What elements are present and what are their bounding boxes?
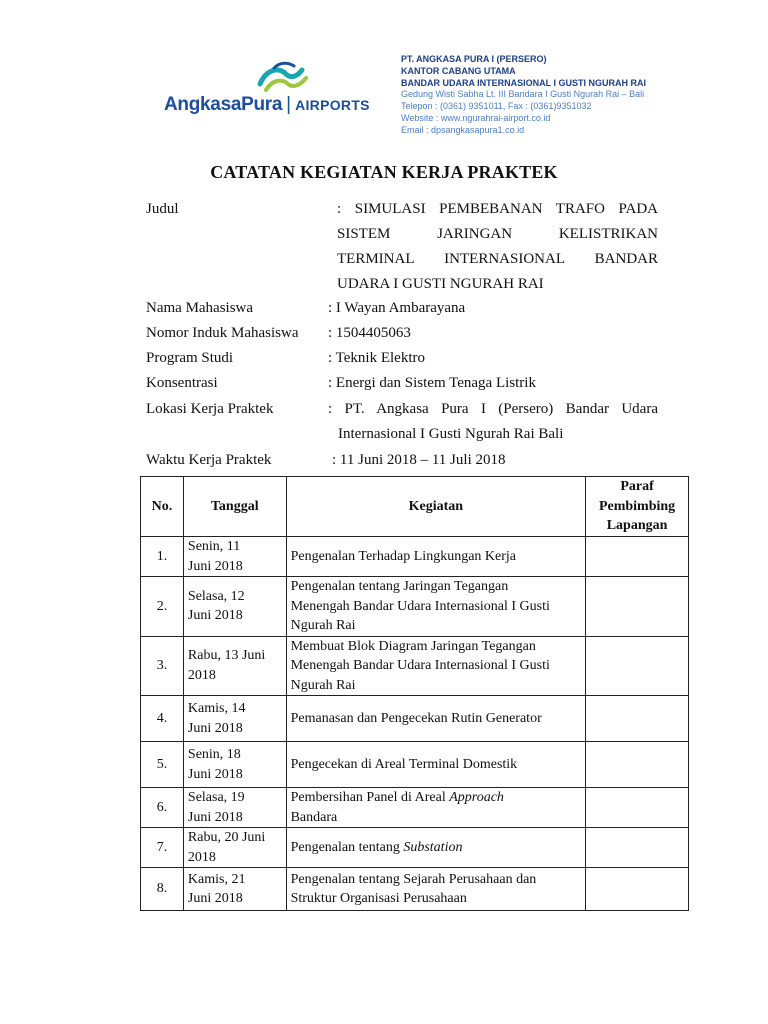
konsentrasi-label: Konsentrasi [146, 375, 218, 391]
row-date-line: Juni 2018 [187, 608, 243, 624]
row-date-line: Juni 2018 [187, 766, 243, 782]
prodi-label: Program Studi [146, 350, 234, 366]
row-activity [286, 537, 586, 577]
header-tanggal: Tanggal [183, 477, 286, 537]
nim-value: : 1504405063 [328, 325, 411, 341]
row-date-line: Rabu, 20 Juni [187, 830, 266, 845]
row-activity [286, 742, 586, 788]
logo-airports-text: AIRPORTS [295, 97, 370, 113]
row-date [183, 742, 286, 788]
header-paraf [586, 477, 689, 537]
row-date-line: Selasa, 19 [187, 790, 245, 805]
row-date-line: Selasa, 12 [187, 588, 245, 604]
waktu-value: : 11 Juni 2018 – 11 Juli 2018 [332, 452, 506, 468]
row-date [183, 636, 286, 696]
row-date-line: Juni 2018 [187, 891, 243, 906]
row-date-line: Rabu, 13 Juni [187, 648, 266, 664]
company-address-block [401, 54, 731, 137]
row-date-line: 2018 [187, 667, 216, 683]
row-date-line: Juni 2018 [187, 809, 243, 825]
row-activity-line: Pemanasan dan Pengecekan Rutin Generator [290, 710, 542, 726]
judul-line: SISTEM JARINGAN KELISTRIKAN [337, 226, 658, 242]
row-date [183, 696, 286, 742]
row-date-line: Juni 2018 [187, 720, 243, 736]
prodi-value: : Teknik Elektro [328, 350, 425, 366]
header-paraf-line: Paraf [620, 479, 654, 495]
row-activity-line: Ngurah Rai [290, 618, 356, 633]
row-no: 6. [141, 788, 184, 828]
table-header-row [141, 477, 689, 537]
row-no: 5. [141, 742, 184, 788]
activity-table [140, 476, 689, 911]
judul-line: UDARA I GUSTI NGURAH RAI [337, 276, 544, 292]
header-kegiatan: Kegiatan [286, 477, 586, 537]
logo-separator: | [286, 94, 292, 115]
judul-line: : SIMULASI PEMBEBANAN TRAFO PADA [337, 201, 658, 217]
header-paraf-line: Lapangan [606, 518, 668, 534]
row-paraf-cell [586, 696, 689, 742]
row-paraf-cell [586, 868, 689, 911]
row-no: 3. [141, 636, 184, 696]
nama-label: Nama Mahasiswa [146, 300, 254, 316]
table-row [141, 788, 689, 828]
konsentrasi-value: : Energi dan Sistem Tenaga Listrik [328, 375, 536, 391]
lokasi-value-line1: : PT. Angkasa Pura I (Persero) Bandar Udara [328, 401, 658, 417]
company-line: BANDAR UDARA INTERNASIONAL I GUSTI NGURAH RAI [401, 77, 646, 88]
row-paraf-cell [586, 577, 689, 637]
table-row [141, 636, 689, 696]
row-activity-text: Pengenalan tentang [290, 839, 404, 855]
row-activity-line: Bandara [290, 809, 338, 825]
row-activity-italic: Approach [449, 790, 504, 805]
document-title: CATATAN KEGIATAN KERJA PRAKTEK [210, 162, 558, 182]
row-activity [286, 788, 586, 828]
company-line: Telepon : (0361) 9351011, Fax : (0361)9351032 [401, 101, 592, 112]
row-date-line: Senin, 11 [187, 539, 241, 554]
row-date-line: Senin, 18 [187, 747, 241, 762]
judul-label: Judul [146, 201, 179, 217]
table-row [141, 696, 689, 742]
row-paraf-cell [586, 828, 689, 868]
row-activity-italic: Substation [403, 839, 463, 855]
row-activity-line [291, 838, 582, 858]
row-activity-line: Struktur Organisasi Perusahaan [290, 891, 467, 906]
nim-label: Nomor Induk Mahasiswa [146, 325, 299, 341]
row-date-line: Juni 2018 [187, 558, 243, 574]
row-activity-line: Menengah Bandar Udara Internasional I Gusti [290, 658, 550, 673]
table-row [141, 742, 689, 788]
row-no: 8. [141, 868, 184, 911]
table-row [141, 828, 689, 868]
angkasa-pura-emblem-icon [256, 60, 310, 94]
row-date [183, 788, 286, 828]
row-activity-text: Pembersihan Panel di Areal [290, 790, 450, 805]
row-activity-line: Ngurah Rai [290, 677, 356, 693]
row-date-line: Kamis, 14 [187, 701, 246, 716]
row-activity-line [291, 788, 582, 808]
header-no: No. [141, 477, 184, 537]
row-date [183, 537, 286, 577]
waktu-label: Waktu Kerja Praktek [146, 452, 272, 468]
logo-brand-text: AngkasaPura [164, 94, 283, 115]
row-activity-line: Pengecekan di Areal Terminal Domestik [290, 756, 518, 772]
row-activity-line: Pengenalan tentang Sejarah Perusahaan dan [290, 871, 537, 887]
row-date-line: Kamis, 21 [187, 871, 246, 887]
company-logo [164, 60, 369, 122]
row-paraf-cell [586, 636, 689, 696]
row-activity-line: Membuat Blok Diagram Jaringan Tegangan [290, 638, 536, 654]
lokasi-label: Lokasi Kerja Praktek [146, 401, 274, 417]
company-line: PT. ANGKASA PURA I (PERSERO) [401, 54, 547, 64]
row-paraf-cell [586, 788, 689, 828]
table-row [141, 537, 689, 577]
row-activity-line: Pengenalan tentang Jaringan Tegangan [290, 579, 509, 594]
row-paraf-cell [586, 742, 689, 788]
row-activity [286, 868, 586, 911]
row-no: 7. [141, 828, 184, 868]
row-activity [286, 828, 586, 868]
row-activity [286, 636, 586, 696]
row-paraf-cell [586, 537, 689, 577]
row-date [183, 828, 286, 868]
row-date [183, 577, 286, 637]
row-no: 2. [141, 577, 184, 637]
row-date-line: 2018 [187, 849, 216, 865]
row-activity [286, 577, 586, 637]
company-line: KANTOR CABANG UTAMA [401, 65, 516, 76]
row-activity-line: Menengah Bandar Udara Internasional I Gusti [290, 598, 550, 614]
lokasi-value-line2: Internasional I Gusti Ngurah Rai Bali [338, 426, 564, 442]
row-no: 1. [141, 537, 184, 577]
row-activity [286, 696, 586, 742]
judul-value [337, 197, 658, 297]
row-date [183, 868, 286, 911]
header-paraf-line: Pembimbing [598, 498, 676, 514]
row-no: 4. [141, 696, 184, 742]
company-line: Gedung Wisti Sabha Lt. III Bandara I Gusti Ngurah Rai – Bali [401, 89, 645, 100]
table-row [141, 577, 689, 637]
row-activity-line: Pengenalan Terhadap Lingkungan Kerja [290, 548, 516, 564]
company-line: Email : dpsangkasapura1.co.id [401, 124, 525, 135]
nama-value: : I Wayan Ambarayana [328, 300, 466, 316]
judul-line: TERMINAL INTERNASIONAL BANDAR [337, 251, 658, 267]
table-row [141, 868, 689, 911]
company-line: Website : www.ngurahrai-airport.co.id [401, 112, 551, 123]
